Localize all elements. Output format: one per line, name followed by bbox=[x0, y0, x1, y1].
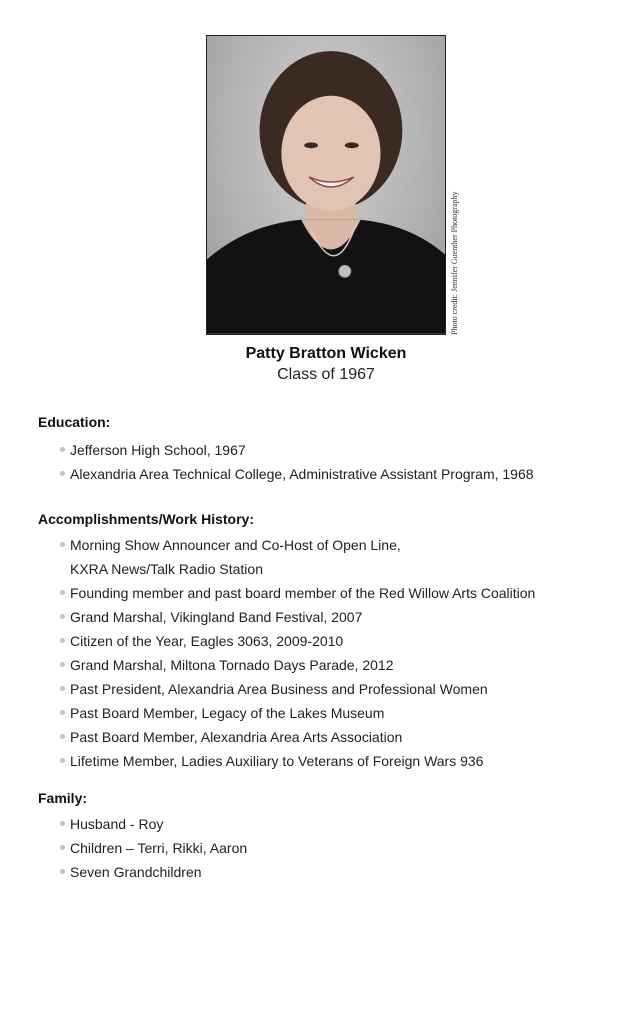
list-item: Citizen of the Year, Eagles 3063, 2009-2010 bbox=[58, 629, 535, 653]
list-item-line: KXRA News/Talk Radio Station bbox=[70, 561, 263, 577]
class-year: Class of 1967 bbox=[277, 366, 375, 383]
list-item: Children – Terri, Rikki, Aaron bbox=[58, 836, 247, 860]
portrait-photo bbox=[206, 35, 446, 335]
photo-credit: Photo credit: Jennifer Guenther Photography bbox=[450, 191, 459, 335]
list-item: Past President, Alexandria Area Business and Professional Women bbox=[58, 677, 535, 701]
list-item: Alexandria Area Technical College, Administrative Assistant Program, 1968 bbox=[58, 462, 534, 486]
list-item: Seven Grandchildren bbox=[58, 860, 247, 884]
list-item: Past Board Member, Legacy of the Lakes Museum bbox=[58, 701, 535, 725]
person-name: Patty Bratton Wicken bbox=[245, 345, 407, 362]
list-item: Jefferson High School, 1967 bbox=[58, 438, 534, 462]
portrait-figure bbox=[207, 36, 445, 334]
list-item: Founding member and past board member of the Red Willow Arts Coalition bbox=[58, 581, 535, 605]
education-list bbox=[58, 438, 534, 486]
list-item-line: Morning Show Announcer and Co-Host of Open Line, bbox=[70, 537, 401, 553]
list-item: Husband - Roy bbox=[58, 812, 247, 836]
accomplishments-heading: Accomplishments/Work History: bbox=[38, 511, 255, 527]
education-heading: Education: bbox=[38, 414, 111, 430]
list-item: Grand Marshal, Vikingland Band Festival, 2007 bbox=[58, 605, 535, 629]
list-item: Past Board Member, Alexandria Area Arts Association bbox=[58, 725, 535, 749]
list-item: Grand Marshal, Miltona Tornado Days Parade, 2012 bbox=[58, 653, 535, 677]
family-heading: Family: bbox=[38, 790, 88, 806]
family-list bbox=[58, 812, 247, 884]
accomplishments-list bbox=[58, 533, 535, 773]
list-item: Lifetime Member, Ladies Auxiliary to Veterans of Foreign Wars 936 bbox=[58, 749, 535, 773]
list-item bbox=[58, 533, 535, 581]
